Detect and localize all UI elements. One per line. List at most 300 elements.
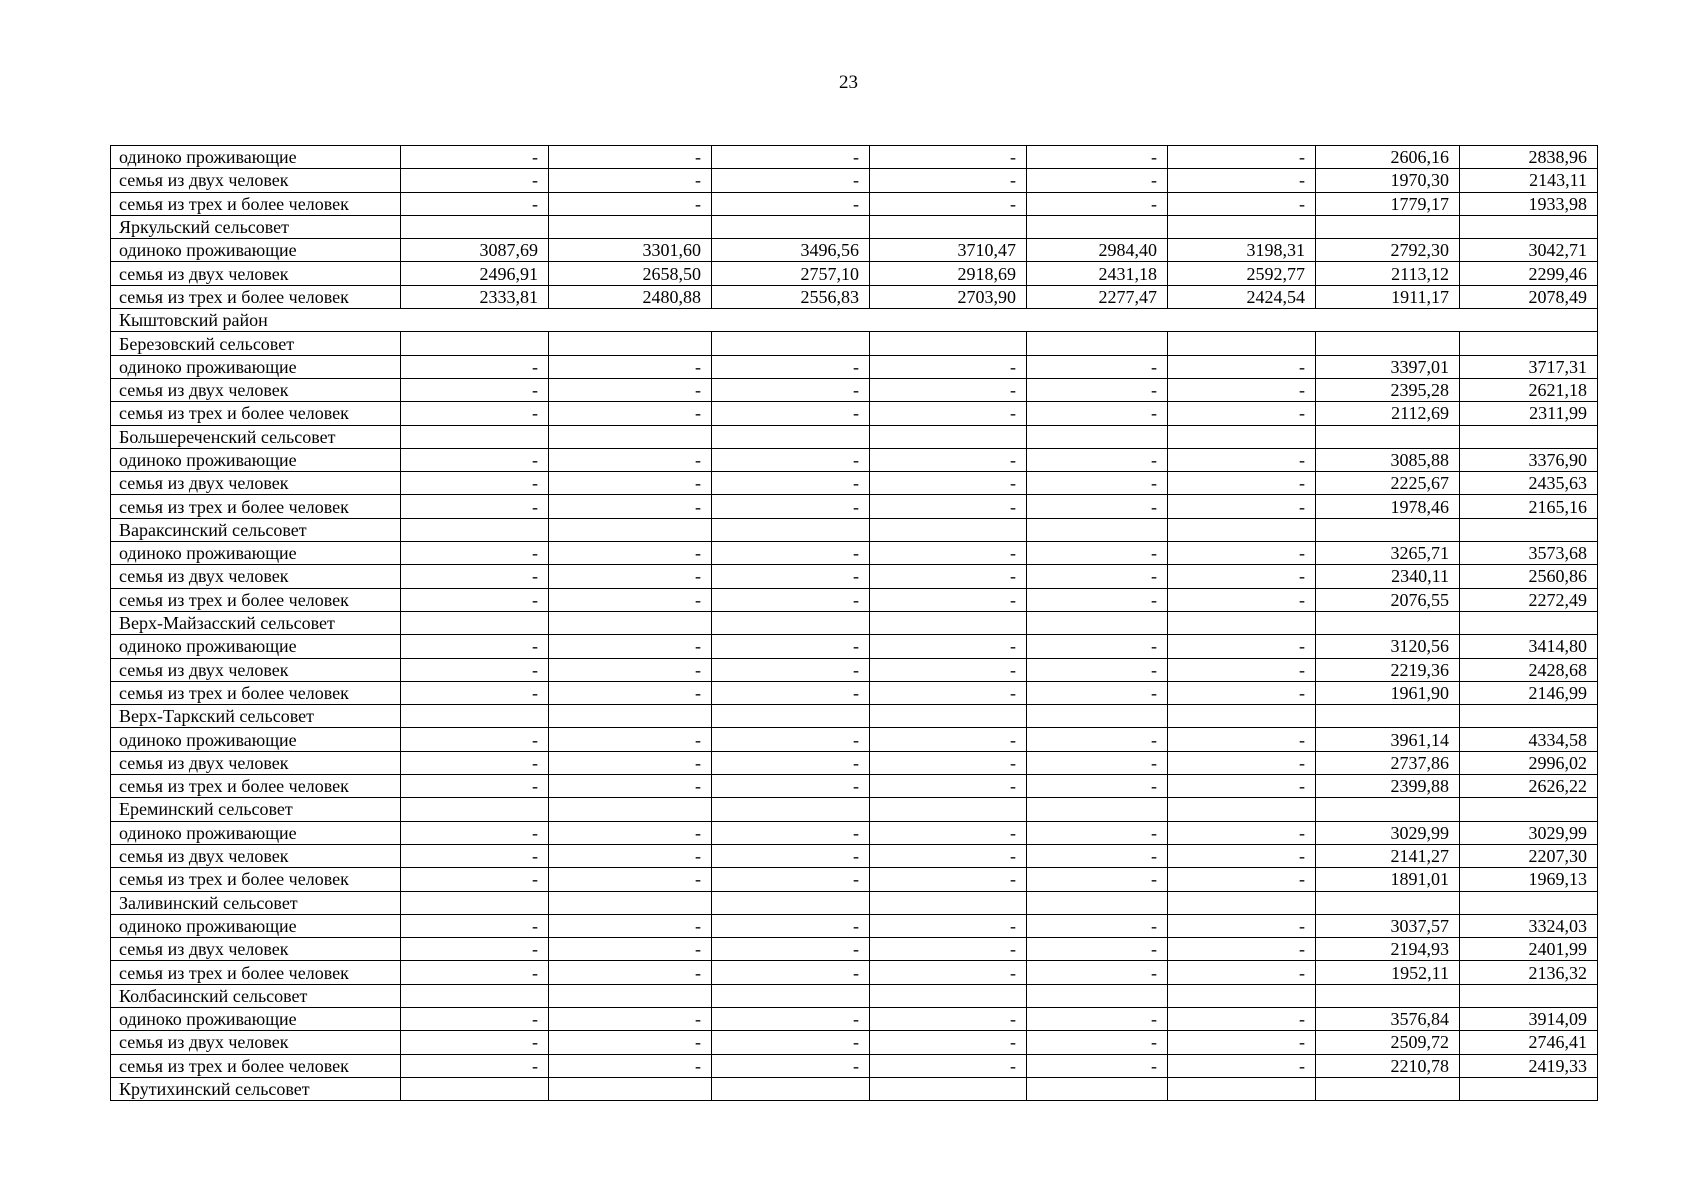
table-cell: - <box>1168 402 1316 425</box>
table-cell: - <box>1168 542 1316 565</box>
row-label: семья из трех и более человек <box>111 961 401 984</box>
table-cell <box>1027 611 1168 634</box>
table-cell: 2401,99 <box>1460 938 1598 961</box>
table-cell: - <box>870 1031 1027 1054</box>
table-row <box>111 472 1598 495</box>
table-cell: 2626,22 <box>1460 775 1598 798</box>
table-cell: - <box>401 1007 549 1030</box>
row-label: Яркульский сельсовет <box>111 215 401 238</box>
table-cell: - <box>1027 961 1168 984</box>
table-cell <box>549 611 712 634</box>
table-cell <box>401 518 549 541</box>
table-row <box>111 146 1598 169</box>
table-cell: - <box>870 914 1027 937</box>
table-cell: - <box>1168 495 1316 518</box>
table-cell: - <box>1168 1054 1316 1077</box>
table-cell: - <box>870 355 1027 378</box>
table-cell <box>1168 798 1316 821</box>
table-cell: 3496,56 <box>712 239 870 262</box>
table-cell: - <box>1027 751 1168 774</box>
table-cell: - <box>1168 1007 1316 1030</box>
table-cell: - <box>1168 635 1316 658</box>
table-cell: - <box>870 681 1027 704</box>
table-cell: - <box>870 169 1027 192</box>
table-cell <box>1316 1077 1460 1100</box>
row-label: Кыштовский район <box>111 309 1598 332</box>
page-number: 23 <box>839 72 858 93</box>
table-cell: - <box>712 542 870 565</box>
table-cell: 2435,63 <box>1460 472 1598 495</box>
table-cell: - <box>401 495 549 518</box>
row-label: семья из двух человек <box>111 378 401 401</box>
table-cell: - <box>1027 914 1168 937</box>
table-cell <box>870 1077 1027 1100</box>
table-cell: - <box>401 355 549 378</box>
table-row <box>111 751 1598 774</box>
table-cell: - <box>549 378 712 401</box>
table-cell: - <box>1027 844 1168 867</box>
table-cell: - <box>1168 565 1316 588</box>
table-cell: - <box>549 821 712 844</box>
table-cell: - <box>712 472 870 495</box>
table-cell: 3042,71 <box>1460 239 1598 262</box>
table-cell: - <box>549 495 712 518</box>
row-label: семья из трех и более человек <box>111 285 401 308</box>
table-cell: 4334,58 <box>1460 728 1598 751</box>
table-cell: 2431,18 <box>1027 262 1168 285</box>
table-cell <box>870 332 1027 355</box>
table-row <box>111 611 1598 634</box>
table-cell <box>712 1077 870 1100</box>
table-cell: - <box>1027 565 1168 588</box>
table-cell: 3414,80 <box>1460 635 1598 658</box>
table-cell: - <box>712 588 870 611</box>
table-cell: 2399,88 <box>1316 775 1460 798</box>
table-cell: - <box>401 938 549 961</box>
table-cell: 3029,99 <box>1316 821 1460 844</box>
table-cell: - <box>870 472 1027 495</box>
table-cell: 3573,68 <box>1460 542 1598 565</box>
table-cell: 2207,30 <box>1460 844 1598 867</box>
row-label: Крутихинский сельсовет <box>111 1077 401 1100</box>
table-cell: 2340,11 <box>1316 565 1460 588</box>
row-label: одиноко проживающие <box>111 821 401 844</box>
table-cell <box>1027 1077 1168 1100</box>
table-cell: - <box>1168 938 1316 961</box>
table-row <box>111 542 1598 565</box>
table-cell: - <box>549 844 712 867</box>
table-cell: 2424,54 <box>1168 285 1316 308</box>
table-cell: 3717,31 <box>1460 355 1598 378</box>
table-cell: - <box>870 448 1027 471</box>
table-cell: - <box>549 868 712 891</box>
table-cell: - <box>1168 146 1316 169</box>
table-cell: - <box>712 821 870 844</box>
tariff-table <box>110 145 1598 1101</box>
table-cell <box>1027 518 1168 541</box>
row-label: семья из трех и более человек <box>111 868 401 891</box>
table-cell <box>549 215 712 238</box>
table-row <box>111 239 1598 262</box>
table-cell: - <box>712 192 870 215</box>
table-cell: - <box>1027 635 1168 658</box>
row-label: семья из двух человек <box>111 1031 401 1054</box>
table-cell: - <box>1168 868 1316 891</box>
table-cell: - <box>1168 728 1316 751</box>
row-label: одиноко проживающие <box>111 448 401 471</box>
table-cell: - <box>870 565 1027 588</box>
table-cell <box>1316 984 1460 1007</box>
table-cell: - <box>1027 169 1168 192</box>
table-cell <box>870 705 1027 728</box>
table-cell: 3710,47 <box>870 239 1027 262</box>
table-row <box>111 635 1598 658</box>
row-label: одиноко проживающие <box>111 146 401 169</box>
table-cell <box>549 891 712 914</box>
table-cell: - <box>401 588 549 611</box>
table-cell: - <box>401 961 549 984</box>
table-cell: 2165,16 <box>1460 495 1598 518</box>
table-cell: - <box>870 495 1027 518</box>
table-cell: 2658,50 <box>549 262 712 285</box>
table-cell <box>1027 705 1168 728</box>
table-cell: 2210,78 <box>1316 1054 1460 1077</box>
table-cell: 2225,67 <box>1316 472 1460 495</box>
table-cell: 2592,77 <box>1168 262 1316 285</box>
table-cell <box>1460 611 1598 634</box>
table-cell <box>401 984 549 1007</box>
table-cell: - <box>549 914 712 937</box>
table-cell: - <box>549 938 712 961</box>
table-cell: 2984,40 <box>1027 239 1168 262</box>
row-label: семья из трех и более человек <box>111 402 401 425</box>
table-cell: 3198,31 <box>1168 239 1316 262</box>
table-cell: - <box>549 542 712 565</box>
table-cell: - <box>549 728 712 751</box>
table-cell: - <box>549 775 712 798</box>
table-row <box>111 192 1598 215</box>
table-cell: - <box>549 169 712 192</box>
table-cell: - <box>1168 378 1316 401</box>
table-cell: - <box>1027 542 1168 565</box>
table-cell: 2996,02 <box>1460 751 1598 774</box>
table-cell: - <box>1168 961 1316 984</box>
table-cell: - <box>870 728 1027 751</box>
row-label: семья из двух человек <box>111 262 401 285</box>
table-cell: 2428,68 <box>1460 658 1598 681</box>
table-cell <box>712 332 870 355</box>
table-cell: - <box>401 146 549 169</box>
table-cell: - <box>870 961 1027 984</box>
table-body <box>111 146 1598 1101</box>
table-cell: - <box>712 844 870 867</box>
table-cell <box>1316 891 1460 914</box>
table-cell: 1952,11 <box>1316 961 1460 984</box>
table-cell <box>1168 984 1316 1007</box>
row-label: семья из трех и более человек <box>111 192 401 215</box>
table-cell <box>401 215 549 238</box>
table-cell <box>1316 611 1460 634</box>
table-cell <box>401 705 549 728</box>
table-cell: - <box>549 681 712 704</box>
table-cell: 3576,84 <box>1316 1007 1460 1030</box>
table-row <box>111 1007 1598 1030</box>
table-row <box>111 1031 1598 1054</box>
table-cell: 1969,13 <box>1460 868 1598 891</box>
table-cell: - <box>1027 472 1168 495</box>
table-cell <box>712 891 870 914</box>
table-cell: - <box>549 192 712 215</box>
table-cell: 3376,90 <box>1460 448 1598 471</box>
table-row <box>111 914 1598 937</box>
table-cell: - <box>712 169 870 192</box>
table-cell: - <box>401 402 549 425</box>
table-cell: - <box>870 844 1027 867</box>
table-row <box>111 215 1598 238</box>
row-label: Верх-Таркский сельсовет <box>111 705 401 728</box>
table-cell: - <box>1027 1054 1168 1077</box>
table-row <box>111 891 1598 914</box>
table-cell: - <box>870 938 1027 961</box>
table-row <box>111 1077 1598 1100</box>
row-label: семья из двух человек <box>111 565 401 588</box>
table-cell: - <box>1027 821 1168 844</box>
table-cell: - <box>1027 355 1168 378</box>
table-cell: - <box>1168 681 1316 704</box>
table-cell: - <box>870 775 1027 798</box>
table-row <box>111 332 1598 355</box>
table-cell: - <box>712 495 870 518</box>
table-cell: - <box>1168 448 1316 471</box>
table-row <box>111 495 1598 518</box>
table-cell: - <box>712 658 870 681</box>
table-row <box>111 169 1598 192</box>
table-cell: - <box>549 588 712 611</box>
table-cell: 2141,27 <box>1316 844 1460 867</box>
table-cell: - <box>1168 588 1316 611</box>
table-cell: - <box>1027 378 1168 401</box>
table-cell: - <box>1168 355 1316 378</box>
table-cell: - <box>549 146 712 169</box>
table-cell <box>1168 611 1316 634</box>
table-cell: 2509,72 <box>1316 1031 1460 1054</box>
table-cell: - <box>401 542 549 565</box>
table-row <box>111 588 1598 611</box>
row-label: одиноко проживающие <box>111 355 401 378</box>
table-cell: 2143,11 <box>1460 169 1598 192</box>
table-cell: - <box>549 565 712 588</box>
table-cell: - <box>401 868 549 891</box>
table-cell: 2480,88 <box>549 285 712 308</box>
table-row <box>111 1054 1598 1077</box>
table-cell: - <box>712 938 870 961</box>
table-cell <box>870 425 1027 448</box>
table-cell: 2113,12 <box>1316 262 1460 285</box>
table-cell <box>1168 1077 1316 1100</box>
table-cell: - <box>712 378 870 401</box>
table-cell <box>870 984 1027 1007</box>
row-label: Березовский сельсовет <box>111 332 401 355</box>
table-cell <box>1027 984 1168 1007</box>
table-cell: 3120,56 <box>1316 635 1460 658</box>
table-cell: 2395,28 <box>1316 378 1460 401</box>
table-cell: - <box>401 751 549 774</box>
table-cell: - <box>1168 844 1316 867</box>
table-cell: 2272,49 <box>1460 588 1598 611</box>
table-cell: - <box>549 751 712 774</box>
table-row <box>111 705 1598 728</box>
table-row <box>111 938 1598 961</box>
row-label: одиноко проживающие <box>111 728 401 751</box>
table-cell: - <box>1027 868 1168 891</box>
table-cell: - <box>712 751 870 774</box>
table-cell <box>1168 425 1316 448</box>
table-cell <box>401 425 549 448</box>
table-cell: - <box>712 1031 870 1054</box>
table-row <box>111 309 1598 332</box>
table-cell: - <box>870 658 1027 681</box>
table-cell <box>549 425 712 448</box>
table-cell: 2076,55 <box>1316 588 1460 611</box>
table-cell <box>401 611 549 634</box>
row-label: одиноко проживающие <box>111 542 401 565</box>
row-label: семья из двух человек <box>111 658 401 681</box>
table-cell: - <box>712 355 870 378</box>
table-cell <box>712 984 870 1007</box>
row-label: Большереченский сельсовет <box>111 425 401 448</box>
table-cell: - <box>1168 821 1316 844</box>
table-cell: 3085,88 <box>1316 448 1460 471</box>
table-cell <box>549 518 712 541</box>
table-cell: - <box>1027 192 1168 215</box>
table-cell <box>401 891 549 914</box>
table-cell: - <box>549 472 712 495</box>
table-cell: - <box>549 1054 712 1077</box>
row-label: Ереминский сельсовет <box>111 798 401 821</box>
table-cell: 3397,01 <box>1316 355 1460 378</box>
table-cell: - <box>549 355 712 378</box>
table-cell <box>1316 425 1460 448</box>
table-cell: - <box>401 378 549 401</box>
table-cell <box>1460 215 1598 238</box>
table-cell <box>712 798 870 821</box>
table-row <box>111 402 1598 425</box>
table-cell: - <box>401 658 549 681</box>
table-cell: 1978,46 <box>1316 495 1460 518</box>
table-cell: - <box>1027 495 1168 518</box>
table-cell: 1961,90 <box>1316 681 1460 704</box>
table-cell: 2838,96 <box>1460 146 1598 169</box>
table-row <box>111 658 1598 681</box>
table-cell: - <box>401 565 549 588</box>
table-row <box>111 728 1598 751</box>
table-row <box>111 821 1598 844</box>
table-cell: - <box>712 635 870 658</box>
table-cell: - <box>1168 775 1316 798</box>
table-cell: - <box>712 146 870 169</box>
row-label: семья из трех и более человек <box>111 588 401 611</box>
row-label: семья из трех и более человек <box>111 1054 401 1077</box>
table-cell: 3029,99 <box>1460 821 1598 844</box>
table-cell <box>1460 798 1598 821</box>
table-cell: 2746,41 <box>1460 1031 1598 1054</box>
table-cell: 2078,49 <box>1460 285 1598 308</box>
table-cell: - <box>401 472 549 495</box>
table-cell: - <box>1168 658 1316 681</box>
table-cell <box>1316 332 1460 355</box>
table-cell <box>1460 425 1598 448</box>
table-cell: - <box>1168 169 1316 192</box>
table-cell: - <box>712 775 870 798</box>
table-cell: - <box>1027 681 1168 704</box>
table-row <box>111 285 1598 308</box>
row-label: Колбасинский сельсовет <box>111 984 401 1007</box>
table-cell: - <box>870 378 1027 401</box>
table-cell <box>549 705 712 728</box>
row-label: семья из двух человек <box>111 938 401 961</box>
table-cell: - <box>549 1007 712 1030</box>
table-cell: - <box>870 192 1027 215</box>
table-cell: - <box>870 146 1027 169</box>
table-cell: - <box>712 728 870 751</box>
table-cell: 2419,33 <box>1460 1054 1598 1077</box>
table-cell <box>712 215 870 238</box>
table-cell: 3324,03 <box>1460 914 1598 937</box>
table-cell <box>712 518 870 541</box>
table-cell: 2737,86 <box>1316 751 1460 774</box>
table-cell <box>870 215 1027 238</box>
row-label: семья из трех и более человек <box>111 775 401 798</box>
row-label: семья из двух человек <box>111 751 401 774</box>
row-label: семья из трех и более человек <box>111 681 401 704</box>
table-cell: 2918,69 <box>870 262 1027 285</box>
table-cell: 1891,01 <box>1316 868 1460 891</box>
table-cell <box>1027 891 1168 914</box>
table-cell: 2311,99 <box>1460 402 1598 425</box>
table-row <box>111 775 1598 798</box>
table-cell: - <box>712 565 870 588</box>
table-cell <box>549 798 712 821</box>
table-cell: 2496,91 <box>401 262 549 285</box>
table-cell <box>1316 798 1460 821</box>
row-label: Заливинский сельсовет <box>111 891 401 914</box>
table-cell: - <box>401 681 549 704</box>
table-cell: 2621,18 <box>1460 378 1598 401</box>
table-cell <box>1316 215 1460 238</box>
table-cell: - <box>712 681 870 704</box>
table-cell <box>1168 332 1316 355</box>
table-cell: - <box>870 1054 1027 1077</box>
table-cell: - <box>401 728 549 751</box>
row-label: Вараксинский сельсовет <box>111 518 401 541</box>
row-label: одиноко проживающие <box>111 239 401 262</box>
row-label: семья из двух человек <box>111 844 401 867</box>
table-cell: 2560,86 <box>1460 565 1598 588</box>
table-cell: - <box>712 868 870 891</box>
table-cell: - <box>401 775 549 798</box>
table-row <box>111 868 1598 891</box>
table-cell: - <box>870 542 1027 565</box>
table-cell: 1933,98 <box>1460 192 1598 215</box>
table-cell: 2112,69 <box>1316 402 1460 425</box>
table-cell: - <box>1027 728 1168 751</box>
table-cell: - <box>870 821 1027 844</box>
table-cell: - <box>1027 448 1168 471</box>
row-label: семья из двух человек <box>111 472 401 495</box>
table-cell: - <box>549 402 712 425</box>
table-cell: - <box>1168 914 1316 937</box>
table-cell: - <box>1027 1031 1168 1054</box>
